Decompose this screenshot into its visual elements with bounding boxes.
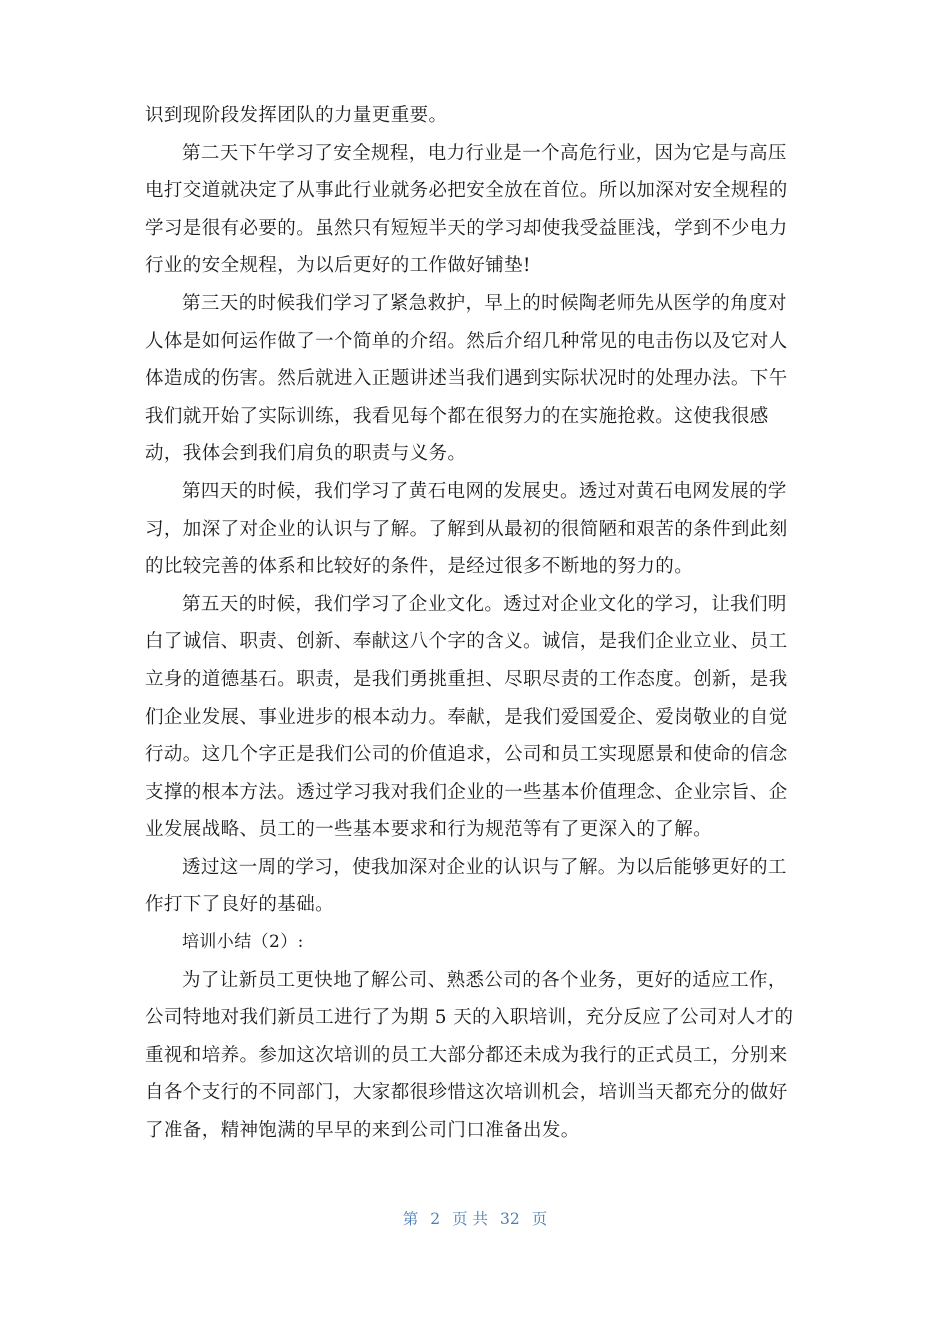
paragraph-line: 作打下了良好的基础。: [145, 894, 335, 916]
footer-prefix: 第: [402, 1210, 419, 1228]
page-footer: [0, 1207, 950, 1229]
paragraph-line: 识到现阶段发挥团队的力量更重要。: [145, 105, 448, 126]
paragraph-line: 习，加深了对企业的认识与了解。了解到从最初的很简陋和艰苦的条件到此刻: [145, 518, 788, 540]
footer-middle: 页 共: [452, 1210, 489, 1228]
paragraph-line: 们企业发展、事业进步的根本动力。奉献，是我们爱国爱企、爱岗敬业的自觉: [145, 706, 788, 728]
paragraph-line: 行业的安全规程，为以后更好的工作做好铺垫!: [145, 255, 531, 277]
paragraph-line: 第五天的时候，我们学习了企业文化。透过对企业文化的学习，让我们明: [182, 593, 787, 615]
paragraph-line: 学习是很有必要的。虽然只有短短半天的学习却使我受益匪浅，学到不少电力: [145, 217, 788, 239]
footer-total-pages: 32: [500, 1210, 520, 1228]
paragraph-line: 支撑的根本方法。透过学习我对我们企业的一些基本价值理念、企业宗旨、企: [145, 781, 788, 803]
paragraph-line: 第四天的时候，我们学习了黄石电网的发展史。透过对黄石电网发展的学: [182, 480, 787, 502]
paragraph-line: 人体是如何运作做了一个简单的介绍。然后介绍几种常见的电击伤以及它对人: [145, 330, 788, 352]
paragraph-line: 动，我体会到我们肩负的职责与义务。: [145, 443, 467, 465]
paragraph-line: 体造成的伤害。然后就进入正题讲述当我们遇到实际状况时的处理办法。下午: [145, 368, 788, 390]
paragraph-line: 第二天下午学习了安全规程，电力行业是一个高危行业，因为它是与高压: [182, 142, 787, 164]
paragraph-line: 为了让新员工更快地了解公司、熟悉公司的各个业务，更好的适应工作，: [182, 969, 787, 991]
paragraph-line: 立身的道德基石。职责，是我们勇挑重担、尽职尽责的工作态度。创新，是我: [145, 668, 788, 690]
document-body: [145, 97, 797, 1150]
paragraph-line: 白了诚信、职责、创新、奉献这八个字的含义。诚信，是我们企业立业、员工: [145, 631, 788, 653]
paragraph-line: 业发展战略、员工的一些基本要求和行为规范等有了更深入的了解。: [145, 819, 713, 841]
paragraph-line: 的比较完善的体系和比较好的条件，是经过很多不断地的努力的。: [145, 556, 694, 578]
paragraph-line: 公司特地对我们新员工进行了为期 5 天的入职培训，充分反应了公司对人才的: [145, 1007, 794, 1029]
paragraph-line: 第三天的时候我们学习了紧急救护，早上的时候陶老师先从医学的角度对: [182, 292, 787, 314]
paragraph-line: 透过这一周的学习，使我加深对企业的认识与了解。为以后能够更好的工: [182, 856, 787, 878]
paragraph-line: 电打交道就决定了从事此行业就务必把安全放在首位。所以加深对安全规程的: [145, 180, 788, 202]
footer-page-number: 2: [430, 1210, 441, 1228]
footer-suffix: 页: [531, 1210, 548, 1228]
paragraph-line: 我们就开始了实际训练，我看见每个都在很努力的在实施抢救。这使我很感: [145, 405, 769, 427]
paragraph-line: 自各个支行的不同部门，大家都很珍惜这次培训机会，培训当天都充分的做好: [145, 1082, 788, 1104]
paragraph-line: 重视和培养。参加这次培训的员工大部分都还未成为我行的正式员工，分别来: [145, 1044, 788, 1066]
section-subheading: 培训小结（2）:: [182, 932, 304, 953]
paragraph-line: 行动。这几个字正是我们公司的价值追求，公司和员工实现愿景和使命的信念: [145, 744, 788, 766]
paragraph-line: 了准备，精神饱满的早早的来到公司门口准备出发。: [145, 1120, 580, 1142]
